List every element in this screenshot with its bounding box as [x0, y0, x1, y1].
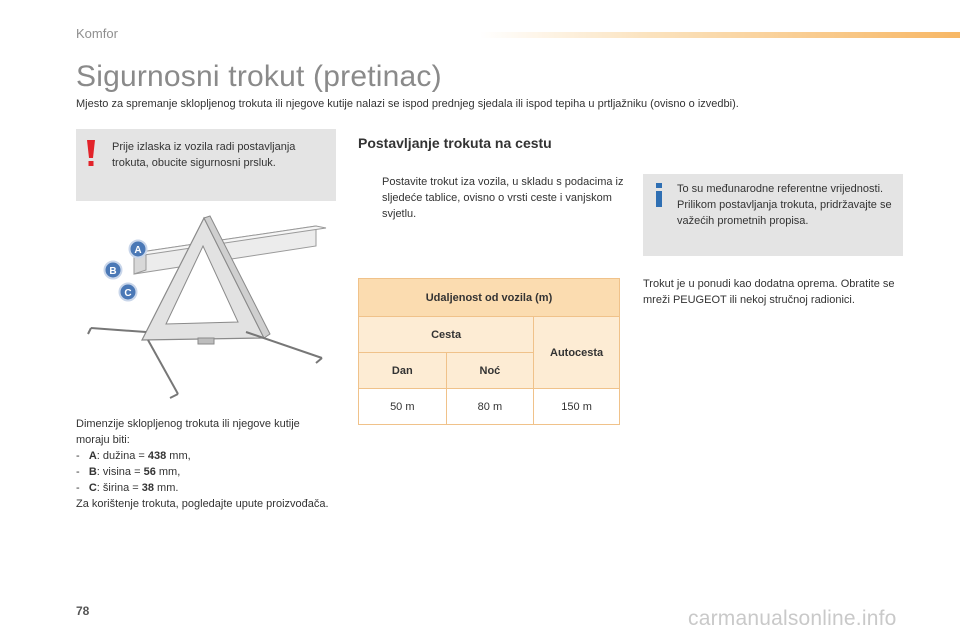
side-note: Trokut je u ponudi kao dodatna oprema. Obratite se mreži PEUGEOT ili nekoj stručnoj radionici.: [643, 278, 895, 306]
dimension-key: C: [88, 482, 97, 494]
watermark: carmanualsonline.info: [688, 607, 897, 630]
table-group-road: Cesta: [359, 317, 534, 353]
dimension-unit: mm.: [153, 482, 179, 494]
table-col-motorway: Autocesta: [534, 317, 620, 389]
dimension-row-b: [76, 464, 336, 480]
placement-bullet: [358, 174, 628, 222]
info-box: [643, 174, 903, 256]
info-icon: [653, 182, 665, 208]
dimensions-text: [76, 416, 336, 512]
warning-text: Prije izlaska iz vozila radi postavljanja trokuta, obucite sigurnosni prsluk.: [112, 141, 296, 169]
dimension-unit: mm,: [166, 450, 191, 462]
table-cell-night: 80 m: [446, 389, 534, 425]
dimensions-outro: Za korištenje trokuta, pogledajte upute proizvođača.: [76, 498, 329, 510]
dimension-key: A: [88, 450, 97, 462]
header-accent-bar: [480, 32, 960, 38]
intro-text: Mjesto za spremanje sklopljenog trokuta ili njegove kutije nalazi se ispod prednjeg sjedala ili ispod tepiha u prtljažniku (ovisno o izvedbi).: [76, 98, 739, 110]
table-cell-motorway: 150 m: [534, 389, 620, 425]
table-title: Udaljenost od vozila (m): [359, 279, 620, 317]
dimension-row-c: [76, 480, 336, 496]
triangle-figure: [86, 208, 346, 408]
info-text: [677, 181, 899, 229]
dimension-value: 438: [147, 450, 167, 462]
section-label: Komfor: [76, 26, 118, 41]
label-b: B: [109, 266, 117, 277]
table-sub-day: Dan: [359, 353, 447, 389]
dimension-label: : visina =: [96, 466, 144, 478]
dimension-key: B: [88, 466, 97, 478]
page-number: 78: [76, 604, 90, 618]
info-line-2: Prilikom postavljanja trokuta, pridržavajte se važećih prometnih propisa.: [677, 199, 892, 227]
distance-table: [358, 278, 620, 425]
dimension-dash: -: [76, 482, 80, 494]
placement-title: Postavljanje trokuta na cestu: [358, 135, 552, 151]
dimension-row-a: [76, 448, 336, 464]
dimension-unit: mm,: [155, 466, 181, 478]
dimension-label: : širina =: [96, 482, 142, 494]
placement-text: Postavite trokut iza vozila, u skladu s podacima iz sljedeće tablice, ovisno o vrsti ceste i vanjskom svjetlu.: [382, 176, 624, 220]
dimension-value: 38: [141, 482, 154, 494]
exclamation-icon: [84, 139, 98, 169]
page-title: Sigurnosni trokut (pretinac): [76, 60, 442, 93]
label-c: C: [124, 288, 132, 299]
dimension-label: : dužina =: [96, 450, 148, 462]
dimension-value: 56: [143, 466, 156, 478]
table-sub-night: Noć: [446, 353, 534, 389]
warning-box: [76, 129, 336, 201]
label-a: A: [134, 245, 142, 256]
info-line-1: To su međunarodne referentne vrijednosti.: [677, 183, 884, 195]
table-cell-day: 50 m: [359, 389, 447, 425]
dimension-dash: -: [76, 450, 80, 462]
dimension-dash: -: [76, 466, 80, 478]
dimensions-intro: Dimenzije sklopljenog trokuta ili njegove kutije moraju biti:: [76, 418, 300, 446]
